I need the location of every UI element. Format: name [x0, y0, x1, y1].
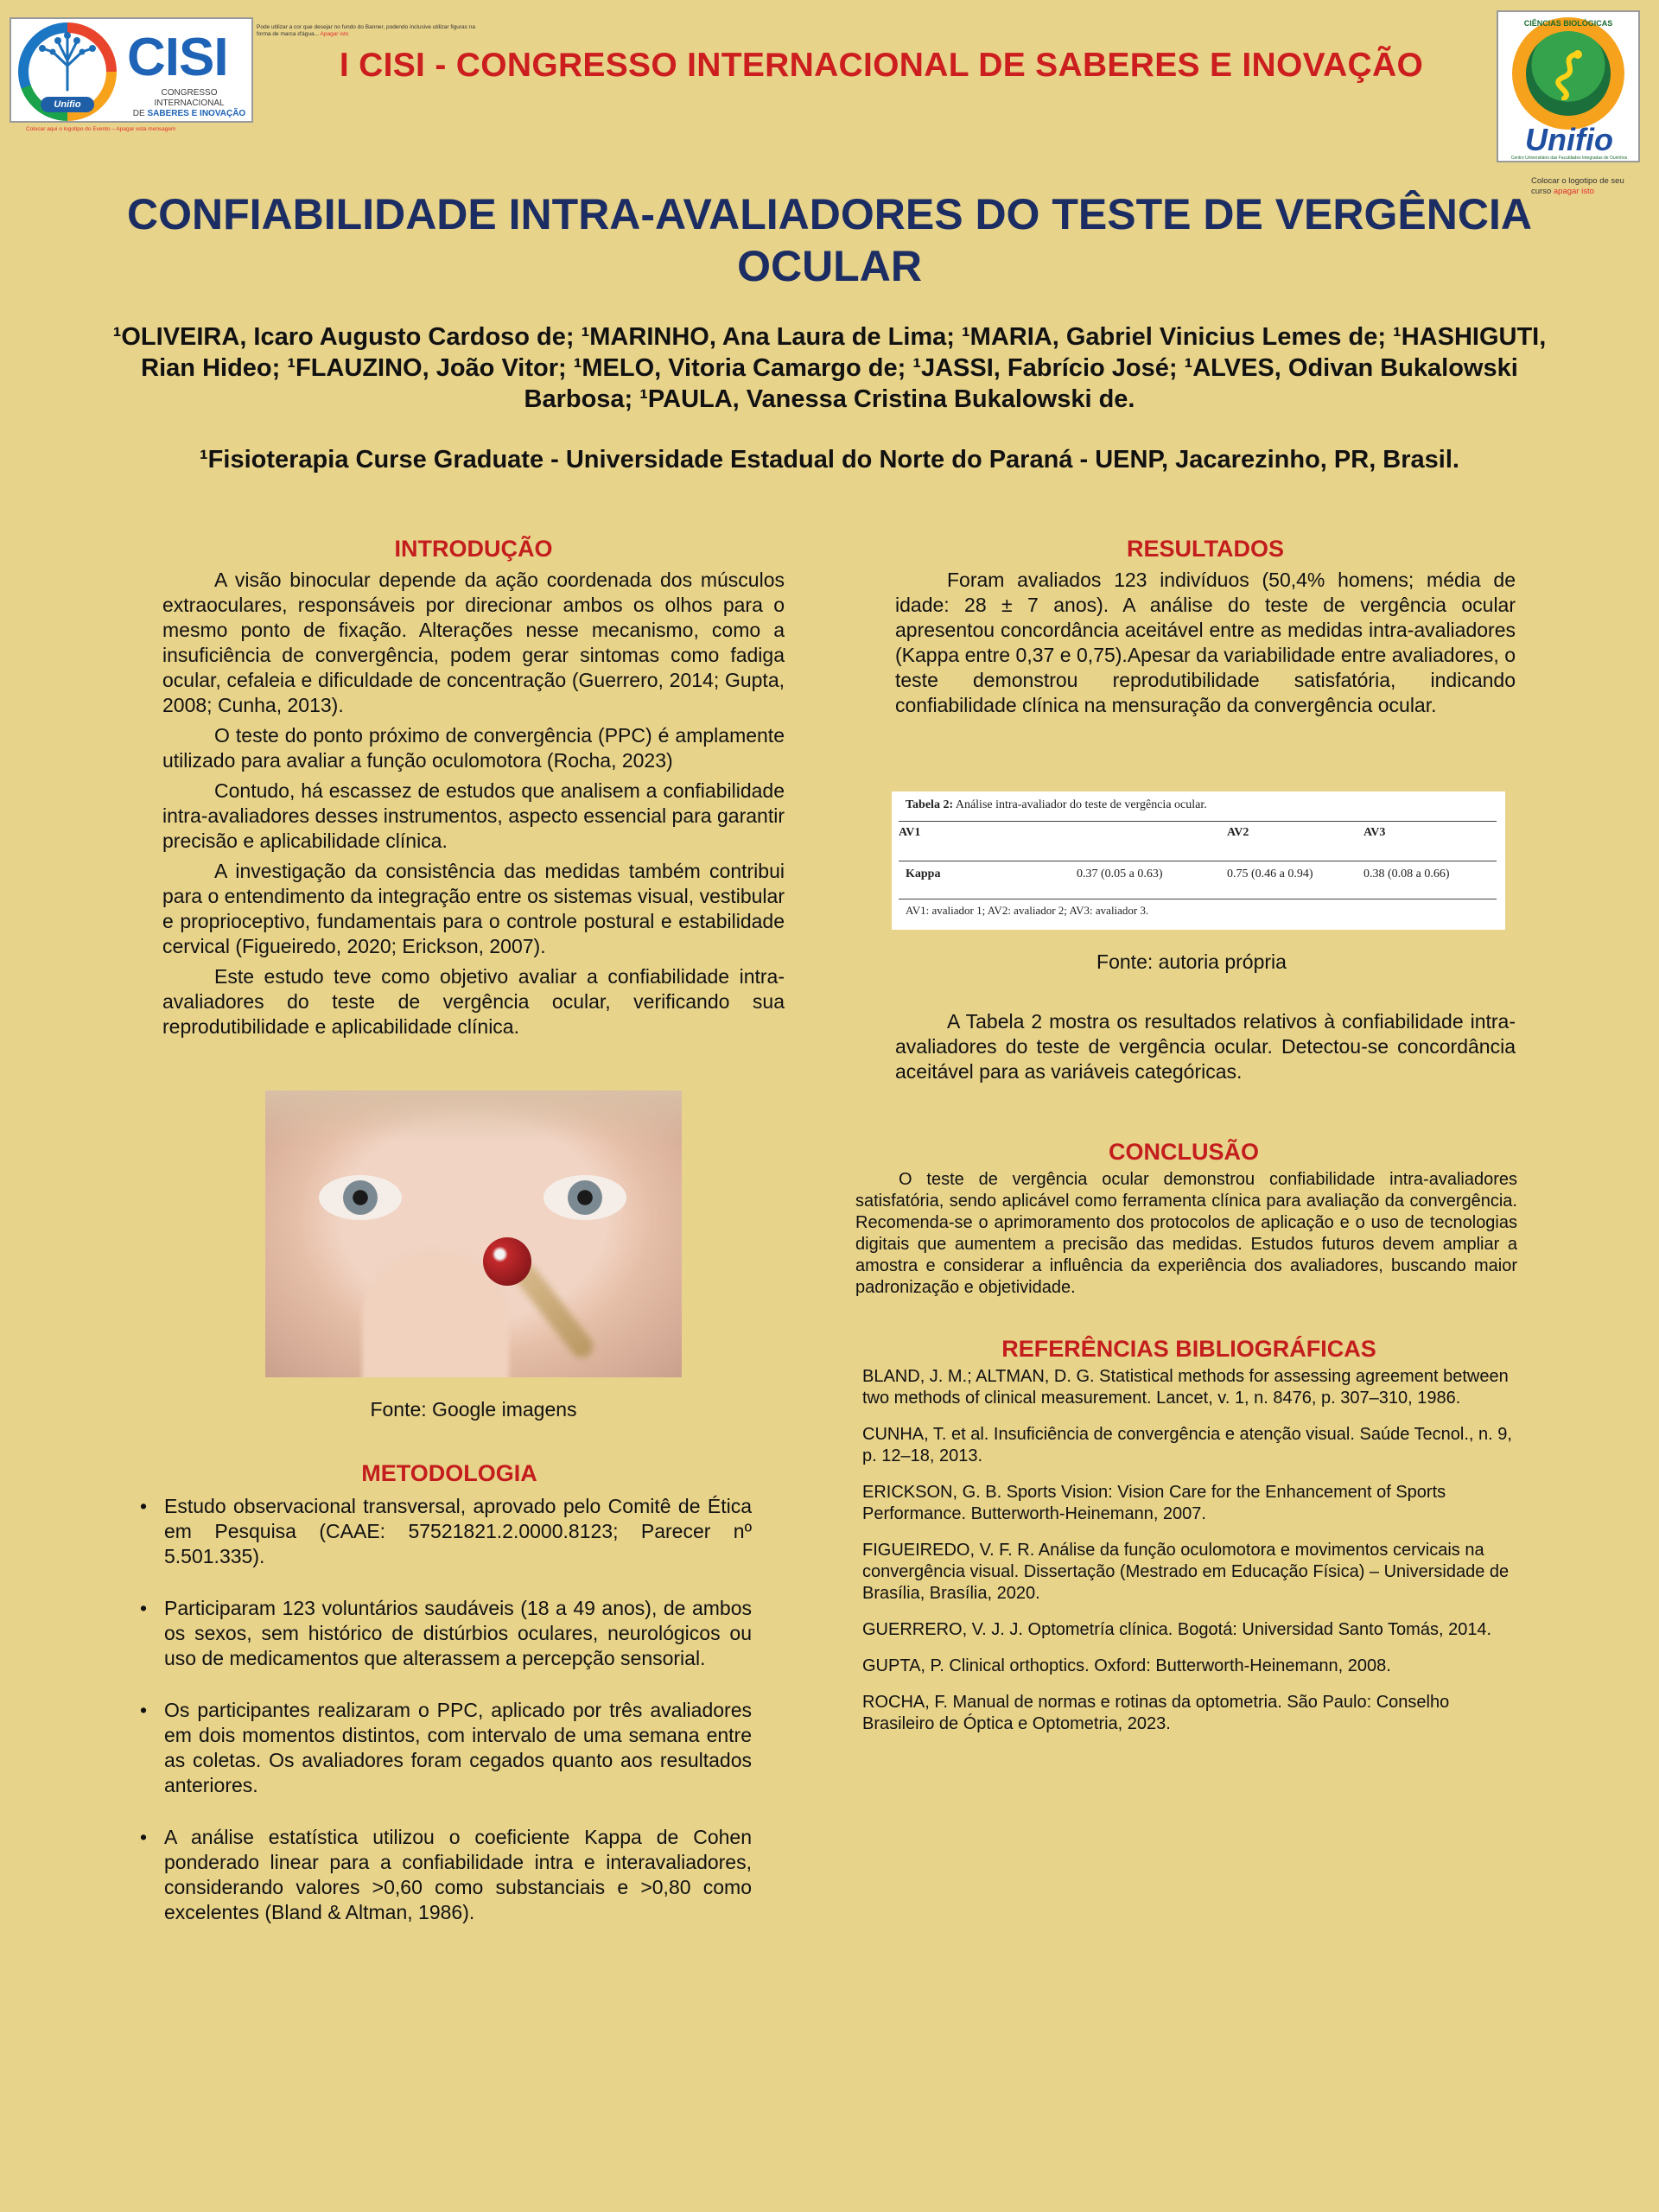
- reference-item: ROCHA, F. Manual de normas e rotinas da optometria. São Paulo: Conselho Brasileiro de Óptica e Optometria, 2023.: [862, 1693, 1450, 1733]
- methodology-item: • Estudo observacional transversal, aprovado pelo Comitê de Ética em Pesquisa (CAAE: 57521821.2.0000.8123; Parecer nº 5.501.335).: [140, 1495, 752, 1567]
- conclusion-section: [855, 1139, 1517, 1304]
- affiliation: ¹Fisioterapia Curse Graduate - Universidade Estadual do Norte do Paraná - UENP, Jacarezinho, PR, Brasil.: [200, 446, 1459, 474]
- table-cell: 0.38 (0.08 a 0.66): [1363, 868, 1450, 880]
- reference-item: BLAND, J. M.; ALTMAN, D. G. Statistical methods for assessing agreement between two methods of clinical measurement. Lancet, v. 1, n. 8476, p. 307–310, 1986.: [862, 1367, 1509, 1408]
- methodology-section: [130, 1460, 752, 1952]
- table-header-av3: AV3: [1363, 826, 1386, 839]
- unifio-badge: Unifio: [41, 97, 94, 112]
- tree-icon: [35, 31, 99, 92]
- biology-emblem-icon: CIÊNCIAS BIOLÓGICAS: [1512, 17, 1624, 130]
- intro-paragraph: A visão binocular depende da ação coordenada dos músculos extraoculares, responsáveis por direcionar ambos os olhos para o mesmo ponto de fixação. Alterações nesse mecanismo, como a insuficiência de convergência, podem gerar sintomas como fadiga ocular, cefaleia e dificuldade de concentração (Guerrero, 2014; Gupta, 2008; Cunha, 2013).: [162, 569, 785, 716]
- template-note-logo-right: Colocar o logotipo de seu curso apagar isto: [1531, 176, 1624, 196]
- right-eye: [543, 1175, 626, 1220]
- template-note-logo-left: Colocar aqui o logotipo do Evento – Apagar esta mensagem: [26, 126, 176, 132]
- template-note-top: Pode utilizar a cor que desejar no fundo do Banner, podendo inclusive utilizar figuras na forma de marca d'água... Apagar isto: [257, 24, 475, 37]
- bullet-icon: •: [140, 1597, 148, 1619]
- methodology-item: • Os participantes realizaram o PPC, aplicado por três avaliadores em dois momentos distintos, com intervalo de uma semana entre as coletas. Os avaliadores foram cegados quanto aos resultados anteriores.: [140, 1699, 752, 1796]
- authors-list: ¹OLIVEIRA, Icaro Augusto Cardoso de; ¹MARINHO, Ana Laura de Lima; ¹MARIA, Gabriel Vinicius Lemes de; ¹HASHIGUTI, Rian Hideo; ¹FLAUZINO, João Vitor; ¹MELO, Vitoria Camargo de; ¹JASSI, Fabrício José; ¹ALVES, Odivan Bukalowski Barbosa; ¹PAULA, Vanessa Cristina Bukalowski de.: [112, 323, 1547, 413]
- conclusion-heading: CONCLUSÃO: [1109, 1139, 1259, 1165]
- table-cell: 0.75 (0.46 a 0.94): [1227, 868, 1313, 880]
- methodology-item: • Participaram 123 voluntários saudáveis (18 a 49 anos), de ambos os sexos, sem histórico de distúrbios oculares, neurológicos ou uso de medicamentos que alterassem a percepção sensorial.: [140, 1597, 752, 1669]
- unifio-wordmark: Unifio: [1525, 122, 1613, 157]
- intro-paragraph: A investigação da consistência das medidas também contribui para o entendimento da integração entre os sistemas visual, vestibular e proprioceptivo, fundamentais para o controle postural e estabilidade cervical (Figueiredo, 2020; Erickson, 2007).: [162, 860, 785, 957]
- methodology-item: • A análise estatística utilizou o coeficiente Kappa de Cohen ponderado linear para a confiabilidade intra e interavaliadores, considerando valores >0,60 como substanciais e >0,80 como excelentes (Bland & Altman, 1986).: [140, 1826, 752, 1923]
- cisi-emblem-icon: [18, 22, 117, 121]
- bullet-icon: •: [140, 1699, 148, 1721]
- cisi-wordmark: CISI: [127, 28, 228, 87]
- unifio-subtitle: Centro Universitário das Faculdades Integradas de Ourinhos: [1510, 156, 1628, 161]
- bullet-icon: •: [140, 1826, 148, 1848]
- photo-caption: Fonte: Google imagens: [370, 1398, 577, 1421]
- reference-item: CUNHA, T. et al. Insuficiência de convergência e atenção visual. Saúde Tecnol., n. 9, p. 12–18, 2013.: [862, 1425, 1512, 1465]
- convergence-test-photo: [265, 1090, 682, 1377]
- intro-paragraph: Contudo, há escassez de estudos que analisem a confiabilidade intra-avaliadores desses instrumentos, aspecto essencial para garantir precisão e aplicabilidade clínica.: [162, 779, 785, 852]
- introduction-heading: INTRODUÇÃO: [394, 536, 553, 562]
- intro-paragraph: Este estudo teve como objetivo avaliar a confiabilidade intra-avaliadores do teste de vergência ocular, verificando sua reprodutibilidade e aplicabilidade clínica.: [162, 965, 785, 1038]
- table-footnote: AV1: avaliador 1; AV2: avaliador 2; AV3: avaliador 3.: [906, 904, 1149, 917]
- kappa-table: [892, 791, 1505, 930]
- table-cell: 0.37 (0.05 a 0.63): [1077, 868, 1163, 880]
- results-table-description: A Tabela 2 mostra os resultados relativos à confiabilidade intra-avaliadores do teste de vergência ocular. Detectou-se concordância aceitável para as variáveis categóricas.: [895, 1010, 1516, 1083]
- table-row-label: Kappa: [906, 868, 941, 880]
- fixation-target: [483, 1237, 531, 1286]
- results-heading: RESULTADOS: [1127, 536, 1284, 562]
- table-caption: Fonte: autoria própria: [1096, 950, 1287, 973]
- left-eye: [319, 1175, 402, 1220]
- intro-paragraph: O teste do ponto próximo de convergência (PPC) é amplamente utilizado para avaliar a função oculomotora (Rocha, 2023): [162, 724, 785, 772]
- methodology-heading: METODOLOGIA: [361, 1460, 537, 1486]
- conclusion-paragraph: O teste de vergência ocular demonstrou confiabilidade intra-avaliadores satisfatória, sendo aplicável como ferramenta clínica para avaliação da convergência. Recomenda-se o aprimoramento dos protocolos de aplicação e o uso de tecnologias digitais que aumentem a precisão das medidas. Estudos futuros devem ampliar a amostra e considerar a influência da experiência dos avaliadores, buscando maior padronização e objetividade.: [855, 1170, 1517, 1297]
- dna-icon: [1552, 50, 1586, 100]
- table-header-av1: AV1: [899, 826, 921, 839]
- results-paragraph: Foram avaliados 123 indivíduos (50,4% homens; média de idade: 28 ± 7 anos). A análise do teste de vergência ocular apresentou concordância aceitável entre as medidas intra-avaliadores (Kappa entre 0,37 e 0,75).Apesar da variabilidade entre avaliadores, o teste demonstrou reprodutibilidade satisfatória, indicando confiabilidade clínica na mensuração da convergência ocular.: [895, 569, 1516, 716]
- methodology-list: [130, 1494, 752, 1925]
- cisi-subtitle: CONGRESSO INTERNACIONAL DE SABERES E INOVAÇÃO: [132, 88, 246, 118]
- reference-item: GUPTA, P. Clinical orthoptics. Oxford: Butterworth-Heinemann, 2008.: [862, 1656, 1391, 1675]
- introduction-section: [162, 536, 785, 1045]
- reference-item: ERICKSON, G. B. Sports Vision: Vision Care for the Enhancement of Sports Performance. Butterworth-Heinemann, 2007.: [862, 1483, 1446, 1523]
- reference-item: FIGUEIREDO, V. F. R. Análise da função oculomotora e movimentos cervicais na convergência visual. Dissertação (Mestrado em Educação Física) – Universidade de Brasília, Brasília, 2020.: [862, 1541, 1510, 1603]
- unifio-course-logo: [1497, 10, 1640, 162]
- table-title: Tabela 2: Análise intra-avaliador do teste de vergência ocular.: [906, 798, 1207, 811]
- paper-title: CONFIABILIDADE INTRA-AVALIADORES DO TESTE DE VERGÊNCIA OCULAR: [127, 190, 1532, 290]
- references-section: [861, 1336, 1517, 1750]
- table-header-av2: AV2: [1227, 826, 1249, 839]
- bullet-icon: •: [140, 1495, 148, 1517]
- event-title: I CISI - CONGRESSO INTERNACIONAL DE SABERES E INOVAÇÃO: [339, 47, 1424, 84]
- cisi-event-logo: [10, 17, 253, 123]
- reference-item: GUERRERO, V. J. J. Optometría clínica. Bogotá: Universidad Santo Tomás, 2014.: [862, 1620, 1492, 1639]
- results-section: [895, 536, 1516, 723]
- references-heading: REFERÊNCIAS BIBLIOGRÁFICAS: [1001, 1336, 1376, 1362]
